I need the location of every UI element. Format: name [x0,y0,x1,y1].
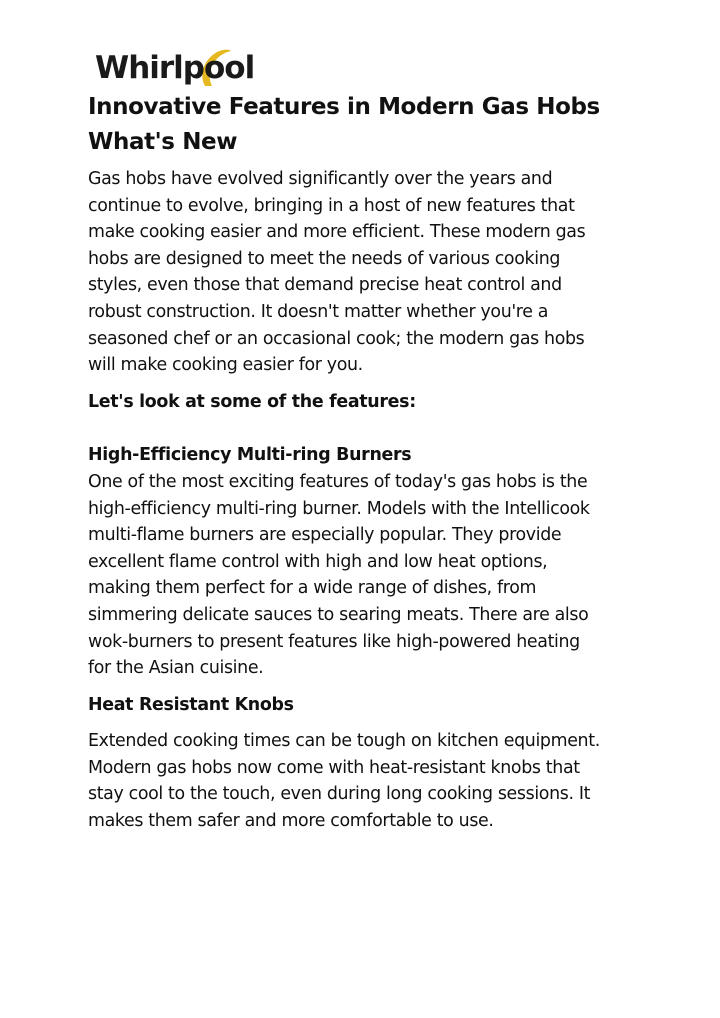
text-line: excellent flame control with high and low heat options, [88,551,548,572]
intro-paragraph [88,166,648,379]
whirlpool-logo-graphic [95,46,270,90]
title-line: What's New [88,129,238,155]
text-line: One of the most exciting features of today's gas hobs is the [88,471,588,492]
text-line: Modern gas hobs now come with heat-resistant knobs that [88,757,580,778]
article [88,90,648,835]
text-line: make cooking easier and more efficient. These modern gas [88,222,586,243]
text-line: hobs are designed to meet the needs of various cooking [88,248,561,269]
text-line: Gas hobs have evolved significantly over the years and [88,169,553,189]
text-line: seasoned chef or an occasional cook; the modern gas hobs [88,328,585,349]
text-line: makes them safer and more comfortable to use. [88,811,494,832]
text-line: will make cooking easier for you. [88,355,363,376]
logo-wordmark: Whirlpool [95,50,255,86]
page-title [88,90,648,160]
text-line: simmering delicate sauces to searing meats. There are also [88,604,589,625]
text-line: making them perfect for a wide range of dishes, from [88,578,537,599]
title-line: Innovative Features in Modern Gas Hobs [88,94,600,120]
text-line: stay cool to the touch, even during long cooking sessions. It [88,784,591,805]
text-line: high-efficiency multi-ring burner. Models with the Intellicook [88,498,590,519]
text-line: multi-flame burners are especially popular. They provide [88,525,562,546]
section-body-burners [88,469,648,682]
section-body-knobs [88,728,648,834]
text-line: wok-burners to present features like high-powered heating [88,631,580,652]
text-line: for the Asian cuisine. [88,658,264,679]
section-heading-knobs: Heat Resistant Knobs [88,694,294,715]
text-line: continue to evolve, bringing in a host of new features that [88,195,575,216]
text-line: Extended cooking times can be tough on kitchen equipment. [88,731,600,752]
whirlpool-logo [95,46,270,90]
lead-in-heading: Let's look at some of the features: [88,391,416,412]
section-heading-burners: High-Efficiency Multi-ring Burners [88,445,412,466]
text-line: robust construction. It doesn't matter whether you're a [88,301,549,322]
text-line: styles, even those that demand precise heat control and [88,275,562,296]
